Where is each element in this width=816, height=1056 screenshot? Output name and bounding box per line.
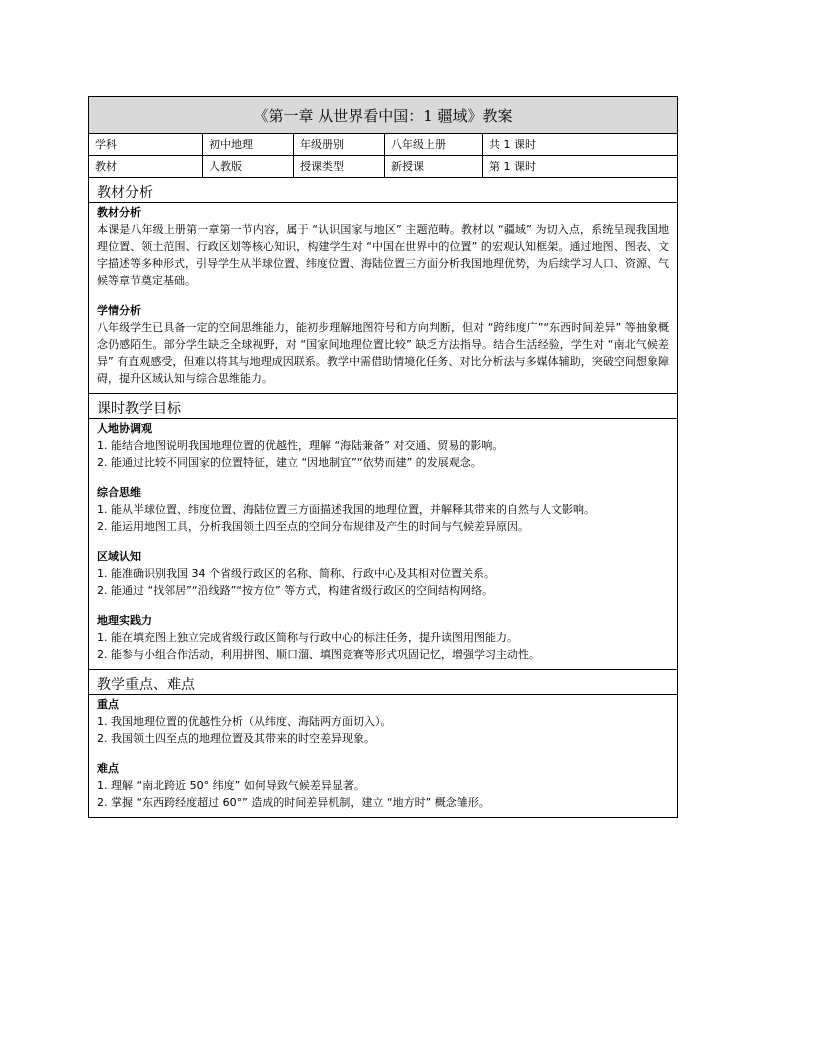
info-cell: 初中地理 — [203, 134, 294, 155]
section-body-analysis — [89, 203, 677, 394]
subheading-textbook: 教材分析 — [97, 206, 141, 219]
list-item: 1. 我国地理位置的优越性分析（从纬度、海陆两方面切入）。 — [97, 715, 392, 728]
subheading-objective: 区域认知 — [97, 550, 141, 563]
section-body-focus — [89, 695, 677, 817]
section-heading-focus: 教学重点、难点 — [89, 670, 677, 695]
info-cell: 年级册别 — [294, 134, 385, 155]
info-row-subject — [89, 134, 677, 156]
info-row-textbook — [89, 156, 677, 178]
info-cell: 第 1 课时 — [489, 160, 536, 173]
list-item: 2. 我国领土四至点的地理位置及其带来的时空差异现象。 — [97, 732, 375, 745]
info-cell: 新授课 — [385, 156, 483, 177]
list-item: 1. 能在填充图上独立完成省级行政区简称与行政中心的标注任务，提升读图用图能力。 — [97, 631, 518, 644]
list-item: 2. 能参与小组合作活动，利用拼图、顺口溜、填图竞赛等形式巩固记忆，增强学习主动性。 — [97, 648, 540, 661]
list-item: 2. 能通过比较不同国家的位置特征，建立 “因地制宜”“依势而建” 的发展观念。 — [97, 456, 482, 469]
list-item: 1. 能从半球位置、纬度位置、海陆位置三方面描述我国的地理位置，并解释其带来的自然与人文影响。 — [97, 503, 595, 516]
info-cell: 共 1 课时 — [489, 138, 536, 151]
info-cell: 学科 — [89, 134, 203, 155]
section-heading-objectives: 课时教学目标 — [89, 394, 677, 419]
list-item: 2. 能通过 “找邻居”“沿线路”“按方位” 等方式，构建省级行政区的空间结构网络。 — [97, 584, 494, 597]
subheading-key-points: 重点 — [97, 698, 119, 711]
lesson-plan-table — [88, 96, 678, 818]
title-row — [89, 97, 677, 134]
paragraph-students: 八年级学生已具备一定的空间思维能力，能初步理解地图符号和方向判断，但对 “跨纬度广”“东西时间差异” 等抽象概念仍感陌生。部分学生缺乏全球视野，对 “国家间地理位置比较” 缺乏方法指导。结合生活经验，学生对 “南北气候差异” 有直观感受，但难以将其与地理成因联系。教学中需借助情境化任务、对比分析法与多媒体辅助，突破空间想象障碍，提升区域认知与综合思维能力。 — [97, 321, 669, 385]
subheading-difficulties: 难点 — [97, 762, 119, 775]
subheading-students: 学情分析 — [97, 304, 141, 317]
list-item: 1. 理解 “南北跨近 50° 纬度” 如何导致气候差异显著。 — [97, 779, 365, 792]
list-item: 1. 能准确识别我国 34 个省级行政区的名称、简称、行政中心及其相对位置关系。 — [97, 567, 495, 580]
subheading-objective: 人地协调观 — [97, 422, 152, 435]
list-item: 1. 能结合地图说明我国地理位置的优越性，理解 “海陆兼备” 对交通、贸易的影响。 — [97, 439, 504, 452]
info-cell: 授课类型 — [294, 156, 385, 177]
subheading-objective: 综合思维 — [97, 486, 141, 499]
paragraph-textbook: 本课是八年级上册第一章第一节内容，属于 “认识国家与地区” 主题范畴。教材以 “疆域” 为切入点，系统呈现我国地理位置、领土范围、行政区划等核心知识，构建学生对 “中国在世界中的位置” 的宏观认知框架。通过地图、图表、文字描述等多种形式，引导学生从半球位置、纬度位置、海陆位置三方面分析我国地理优势，为后续学习人口、资源、气候等章节奠定基础。 — [97, 223, 669, 287]
list-item: 2. 掌握 “东西跨经度超过 60°” 造成的时间差异机制，建立 “地方时” 概念雏形。 — [97, 796, 490, 809]
list-item: 2. 能运用地图工具，分析我国领土四至点的空间分布规律及产生的时间与气候差异原因。 — [97, 520, 529, 533]
info-cell: 八年级上册 — [385, 134, 483, 155]
subheading-objective: 地理实践力 — [97, 614, 152, 627]
info-cell: 教材 — [89, 156, 203, 177]
section-body-objectives — [89, 419, 677, 670]
section-heading-analysis: 教材分析 — [89, 178, 677, 203]
document-title: 《第一章 从世界看中国：1 疆域》教案 — [253, 106, 513, 125]
info-cell: 人教版 — [203, 156, 294, 177]
